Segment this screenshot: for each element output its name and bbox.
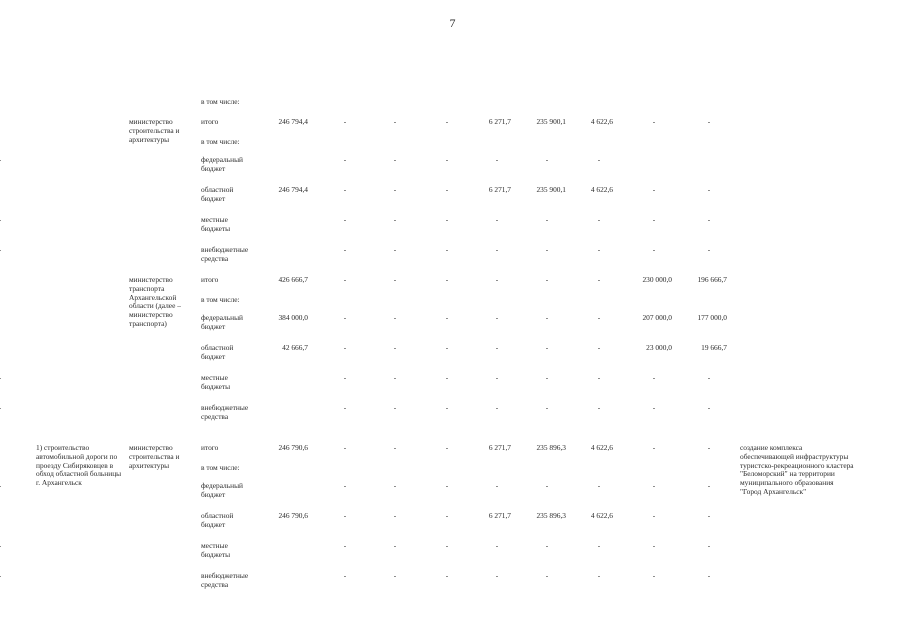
row-label: федеральный бюджет	[201, 313, 243, 331]
cell-dash: -	[652, 403, 656, 412]
cell-dash: -	[707, 215, 711, 224]
cell-dash: -	[393, 571, 397, 580]
cell-value: 235 896,3	[536, 443, 566, 452]
cell-value: 19 666,7	[701, 343, 727, 352]
cell-dash: -	[707, 511, 711, 520]
cell-dash: -	[652, 215, 656, 224]
cell-dash: -	[393, 443, 397, 452]
cell-value: 177 000,0	[697, 313, 727, 322]
row-label-in-that-number: в том числе:	[201, 97, 240, 106]
row-label: внебюджетные средства	[201, 571, 249, 589]
cell-value: 207 000,0	[642, 313, 672, 322]
cell-dash: -	[343, 215, 347, 224]
cell-dash: -	[445, 155, 449, 164]
cell-dash: -	[597, 155, 601, 164]
cell-dash: -	[445, 185, 449, 194]
cell-dash: -	[445, 313, 449, 322]
cell-dash: -	[445, 343, 449, 352]
cell-dash: -	[597, 343, 601, 352]
cell-dash: -	[445, 403, 449, 412]
cell-dash: -	[393, 313, 397, 322]
row-label: итого	[201, 443, 219, 452]
cell-dash: -	[393, 481, 397, 490]
cell-dash: -	[343, 245, 347, 254]
cell-value: 235 896,3	[536, 511, 566, 520]
cell-dash: -	[495, 245, 499, 254]
cell-dash	[0, 542, 10, 551]
cell-dash: -	[445, 275, 449, 284]
cell-dash: -	[343, 443, 347, 452]
cell-dash: -	[445, 541, 449, 550]
cell-dash: -	[343, 373, 347, 382]
cell-dash: -	[707, 117, 711, 126]
cell-value: 384 000,0	[278, 313, 308, 322]
row-label: федеральный бюджет	[201, 155, 243, 173]
cell-dash: -	[495, 215, 499, 224]
cell-dash: -	[495, 275, 499, 284]
cell-value: 246 794,4	[278, 185, 308, 194]
cell-dash: -	[393, 185, 397, 194]
cell-dash: -	[597, 571, 601, 580]
row-label: местные бюджеты	[201, 373, 231, 391]
page-number: 7	[449, 16, 456, 30]
cell-value: 4 622,6	[590, 511, 613, 520]
cell-dash: -	[393, 245, 397, 254]
cell-dash: -	[707, 541, 711, 550]
cell-dash	[0, 374, 10, 383]
cell-value: 6 271,7	[488, 117, 511, 126]
cell-dash: -	[545, 215, 549, 224]
cell-value: 6 271,7	[488, 185, 511, 194]
cell-dash: -	[707, 443, 711, 452]
cell-dash	[0, 404, 10, 413]
cell-dash: -	[445, 215, 449, 224]
cell-dash: -	[545, 541, 549, 550]
cell-dash: -	[495, 481, 499, 490]
executor-cell: министерство транспорта Архангельской области (далее – министерство транспорта)	[129, 275, 181, 328]
cell-dash: -	[652, 245, 656, 254]
cell-dash: -	[597, 215, 601, 224]
cell-dash: -	[445, 245, 449, 254]
cell-dash: -	[545, 403, 549, 412]
cell-value: 246 790,6	[278, 511, 308, 520]
cell-dash: -	[343, 185, 347, 194]
row-label: внебюджетные средства	[201, 403, 249, 421]
cell-value: 4 622,6	[590, 185, 613, 194]
row-label: в том числе:	[201, 295, 240, 304]
cell-dash: -	[445, 571, 449, 580]
cell-dash: -	[393, 275, 397, 284]
cell-dash: -	[343, 343, 347, 352]
cell-dash: -	[343, 313, 347, 322]
cell-value: 6 271,7	[488, 443, 511, 452]
cell-dash: -	[707, 373, 711, 382]
cell-dash: -	[597, 403, 601, 412]
cell-dash: -	[652, 373, 656, 382]
cell-value: 230 000,0	[642, 275, 672, 284]
row-label: областной бюджет	[201, 343, 234, 361]
cell-dash: -	[707, 185, 711, 194]
cell-dash: -	[343, 117, 347, 126]
cell-dash: -	[545, 481, 549, 490]
cell-dash: -	[652, 117, 656, 126]
cell-dash: -	[495, 403, 499, 412]
cell-dash: -	[393, 155, 397, 164]
cell-dash: -	[343, 571, 347, 580]
cell-dash: -	[393, 343, 397, 352]
cell-dash: -	[343, 481, 347, 490]
cell-dash: -	[343, 511, 347, 520]
cell-dash: -	[343, 403, 347, 412]
cell-dash: -	[545, 373, 549, 382]
cell-dash: -	[393, 403, 397, 412]
cell-dash: -	[707, 245, 711, 254]
cell-dash: -	[495, 571, 499, 580]
cell-dash: -	[597, 313, 601, 322]
cell-dash: -	[445, 481, 449, 490]
row-label: местные бюджеты	[201, 215, 231, 233]
cell-value: 4 622,6	[590, 117, 613, 126]
row-label: в том числе:	[201, 463, 240, 472]
cell-dash: -	[545, 571, 549, 580]
cell-dash: -	[495, 313, 499, 322]
cell-value: 4 622,6	[590, 443, 613, 452]
cell-dash: -	[343, 275, 347, 284]
cell-dash: -	[545, 313, 549, 322]
cell-dash	[0, 246, 10, 255]
executor-cell: министерство строительства и архитектуры	[129, 117, 180, 144]
cell-value: 6 271,7	[488, 511, 511, 520]
cell-value: 426 666,7	[278, 275, 308, 284]
cell-dash: -	[445, 511, 449, 520]
cell-dash: -	[545, 275, 549, 284]
cell-dash: -	[393, 373, 397, 382]
cell-dash: -	[707, 403, 711, 412]
cell-dash: -	[393, 215, 397, 224]
cell-dash: -	[597, 541, 601, 550]
cell-dash: -	[495, 155, 499, 164]
cell-value: 246 794,4	[278, 117, 308, 126]
activity-cell: 1) строительство автомобильной дороги по проезду Сибиряковцев в обход областной больницы г. Архангельск	[36, 443, 122, 488]
cell-dash: -	[597, 275, 601, 284]
row-label: местные бюджеты	[201, 541, 231, 559]
cell-dash: -	[707, 481, 711, 490]
cell-dash: -	[652, 571, 656, 580]
cell-dash: -	[393, 511, 397, 520]
row-label: в том числе:	[201, 137, 240, 146]
cell-dash: -	[652, 185, 656, 194]
cell-dash	[0, 216, 10, 225]
cell-value: 42 666,7	[282, 343, 308, 352]
cell-dash: -	[652, 511, 656, 520]
cell-dash: -	[495, 541, 499, 550]
cell-value: 246 790,6	[278, 443, 308, 452]
cell-dash: -	[445, 373, 449, 382]
cell-dash: -	[445, 443, 449, 452]
cell-dash: -	[652, 443, 656, 452]
cell-value: 196 666,7	[697, 275, 727, 284]
row-label: итого	[201, 117, 219, 126]
cell-dash: -	[393, 117, 397, 126]
cell-dash: -	[495, 373, 499, 382]
cell-dash: -	[597, 481, 601, 490]
cell-dash	[0, 482, 10, 491]
cell-dash: -	[545, 155, 549, 164]
cell-dash: -	[597, 245, 601, 254]
cell-dash: -	[495, 343, 499, 352]
cell-dash: -	[652, 481, 656, 490]
cell-dash	[0, 572, 10, 581]
cell-dash: -	[343, 541, 347, 550]
cell-value: 235 900,1	[536, 117, 566, 126]
cell-dash: -	[445, 117, 449, 126]
row-label: итого	[201, 275, 219, 284]
cell-dash: -	[545, 245, 549, 254]
result-cell: создание комплекса обеспечивающей инфраструктуры туристско-рекреационного кластера "Беломорский" на территории муниципального образования "Город Архангельск"	[740, 443, 854, 496]
row-label: внебюджетные средства	[201, 245, 249, 263]
cell-dash	[0, 156, 10, 165]
cell-dash: -	[652, 541, 656, 550]
cell-value: 235 900,1	[536, 185, 566, 194]
cell-dash: -	[393, 541, 397, 550]
cell-dash: -	[707, 571, 711, 580]
cell-dash: -	[343, 155, 347, 164]
cell-dash: -	[597, 373, 601, 382]
row-label: областной бюджет	[201, 185, 234, 203]
cell-dash: -	[545, 343, 549, 352]
cell-value: 23 000,0	[646, 343, 672, 352]
row-label: областной бюджет	[201, 511, 234, 529]
executor-cell: министерство строительства и архитектуры	[129, 443, 180, 470]
row-label: федеральный бюджет	[201, 481, 243, 499]
